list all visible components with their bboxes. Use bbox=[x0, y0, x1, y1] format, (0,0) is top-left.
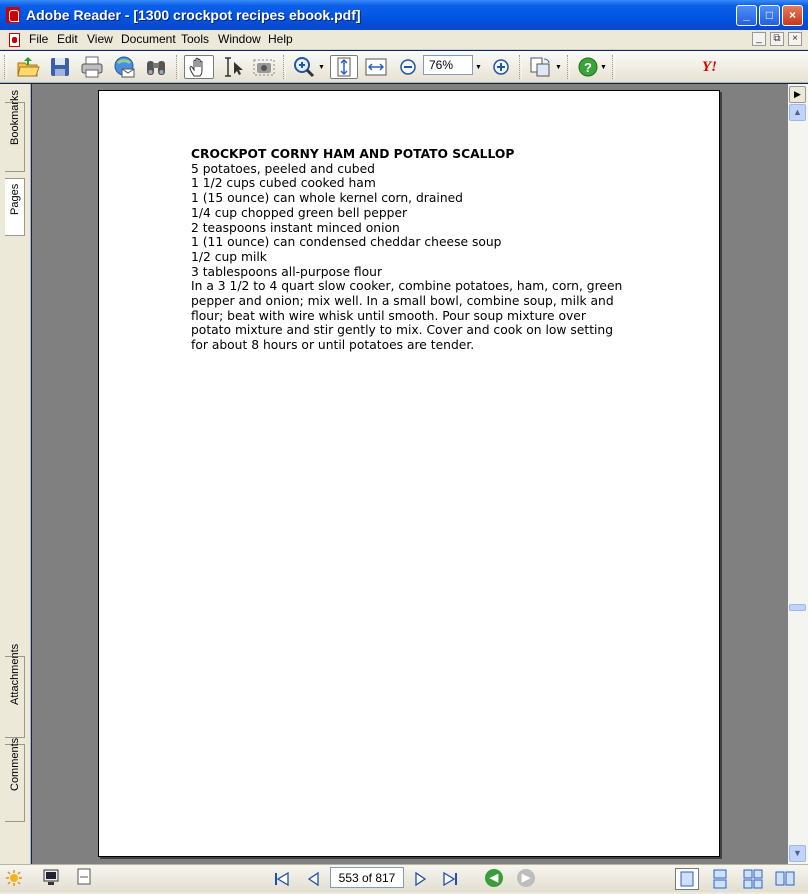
menu-tools[interactable]: Tools bbox=[181, 32, 210, 46]
continuous-layout-icon[interactable] bbox=[708, 868, 732, 890]
previous-page-button[interactable] bbox=[304, 869, 324, 889]
ingredient-line: 1 (11 ounce) can condensed cheddar cheese soup bbox=[191, 235, 502, 250]
facing-layout-icon[interactable] bbox=[773, 868, 797, 890]
vertical-scrollbar[interactable] bbox=[788, 84, 808, 864]
select-text-icon[interactable] bbox=[220, 55, 244, 79]
menu-help[interactable]: Help bbox=[268, 32, 293, 46]
last-page-button[interactable] bbox=[440, 869, 460, 889]
help-icon[interactable] bbox=[576, 55, 600, 79]
document-icon[interactable] bbox=[9, 33, 20, 47]
toolbar bbox=[0, 51, 808, 83]
menu-document[interactable]: Document bbox=[121, 32, 176, 46]
zoom-dropdown-icon[interactable]: ▼ bbox=[475, 64, 482, 71]
ingredient-line: 3 tablespoons all-purpose flour bbox=[191, 264, 383, 279]
status-bar bbox=[0, 864, 808, 892]
directions-line: pepper and onion; mix well. In a small bowl, combine soup, milk and bbox=[191, 294, 614, 309]
next-view-button[interactable]: ▶ bbox=[517, 869, 535, 887]
tab-comments[interactable] bbox=[5, 737, 25, 822]
toolbar-grip[interactable] bbox=[567, 55, 570, 79]
directions-line: In a 3 1/2 to 4 quart slow cooker, combine potatoes, ham, corn, green bbox=[191, 279, 623, 294]
tab-bookmarks[interactable] bbox=[5, 89, 25, 172]
page-text bbox=[191, 147, 651, 353]
menu-window[interactable]: Window bbox=[218, 32, 261, 46]
save-icon[interactable] bbox=[48, 55, 72, 79]
rotate-dropdown-icon[interactable]: ▼ bbox=[555, 64, 562, 71]
menu-bar bbox=[0, 30, 808, 50]
page-size-icon[interactable] bbox=[76, 868, 92, 886]
tab-attachments[interactable] bbox=[5, 643, 25, 738]
doc-minimize-button[interactable]: _ bbox=[752, 32, 766, 46]
toolbar-grip[interactable] bbox=[612, 55, 615, 79]
maximize-button[interactable]: □ bbox=[759, 5, 780, 26]
zoom-level-input[interactable]: 76% bbox=[423, 55, 473, 75]
ingredient-line: 1/4 cup chopped green bell pepper bbox=[191, 205, 408, 220]
directions-line: potato mixture and stir gently to mix. Cover and cook on low setting bbox=[191, 323, 614, 338]
ingredient-line: 5 potatoes, peeled and cubed bbox=[191, 161, 375, 176]
menu-file[interactable]: File bbox=[29, 32, 49, 46]
menu-edit[interactable]: Edit bbox=[57, 32, 78, 46]
next-page-button[interactable] bbox=[410, 869, 430, 889]
search-binoculars-icon[interactable] bbox=[144, 55, 168, 79]
tab-attachments-label: Attachments bbox=[9, 643, 21, 705]
scroll-down-button[interactable]: ▼ bbox=[789, 845, 806, 862]
fit-page-icon[interactable] bbox=[330, 55, 358, 79]
close-button[interactable]: × bbox=[782, 5, 803, 26]
title-bar[interactable] bbox=[0, 0, 808, 30]
scroll-up-button[interactable]: ▲ bbox=[789, 104, 806, 121]
adobe-reader-icon bbox=[6, 7, 20, 23]
tab-pages-label: Pages bbox=[9, 183, 21, 215]
ingredient-line: 2 teaspoons instant minced onion bbox=[191, 220, 400, 235]
toolbar-grip[interactable] bbox=[176, 55, 179, 79]
continuous-facing-layout-icon[interactable] bbox=[741, 868, 765, 890]
zoom-tool-dropdown-icon[interactable]: ▼ bbox=[318, 64, 325, 71]
doc-close-button[interactable]: × bbox=[788, 32, 802, 46]
previous-view-button[interactable]: ◀ bbox=[485, 869, 503, 887]
open-folder-icon[interactable] bbox=[16, 55, 40, 79]
fit-width-icon[interactable] bbox=[364, 55, 388, 79]
toolbar-grip[interactable] bbox=[519, 55, 522, 79]
pdf-page bbox=[98, 90, 720, 857]
doc-restore-button[interactable]: ⧉ bbox=[770, 32, 784, 46]
updates-sun-icon[interactable] bbox=[5, 869, 23, 887]
rotate-view-icon[interactable] bbox=[528, 55, 552, 79]
single-page-layout-icon[interactable] bbox=[675, 868, 699, 890]
navigation-pane bbox=[0, 84, 31, 864]
zoom-in-icon[interactable] bbox=[489, 55, 513, 79]
directions-line: for about 8 hours or until potatoes are tender. bbox=[191, 338, 475, 353]
zoom-out-icon[interactable] bbox=[396, 55, 420, 79]
window-title: Adobe Reader - [1300 crockpot recipes ebook.pdf] bbox=[26, 7, 361, 23]
ingredient-line: 1 (15 ounce) can whole kernel corn, drained bbox=[191, 191, 463, 206]
first-page-button[interactable] bbox=[272, 869, 292, 889]
tab-comments-label: Comments bbox=[9, 737, 21, 791]
directions-line: flour; beat with wire whisk until smooth. Pour soup mixture over bbox=[191, 308, 586, 323]
tab-pages[interactable] bbox=[5, 178, 25, 236]
ingredient-line: 1 1/2 cups cubed cooked ham bbox=[191, 176, 376, 191]
page-number-field[interactable]: 553 of 817 bbox=[330, 867, 404, 888]
zoom-in-tool-icon[interactable] bbox=[292, 55, 316, 79]
options-arrow-icon[interactable]: ▶ bbox=[789, 86, 806, 103]
toolbar-grip[interactable] bbox=[283, 55, 286, 79]
snapshot-icon[interactable] bbox=[252, 55, 276, 79]
minimize-button[interactable]: _ bbox=[736, 5, 757, 26]
toolbar-grip[interactable] bbox=[4, 55, 7, 79]
scroll-thumb[interactable] bbox=[789, 604, 806, 611]
print-icon[interactable] bbox=[80, 55, 104, 79]
ingredient-line: 1/2 cup milk bbox=[191, 249, 267, 264]
show-document-icon[interactable] bbox=[42, 868, 60, 886]
tab-bookmarks-label: Bookmarks bbox=[9, 89, 21, 145]
help-dropdown-icon[interactable]: ▼ bbox=[600, 64, 607, 71]
menu-view[interactable]: View bbox=[87, 32, 113, 46]
email-icon[interactable] bbox=[112, 55, 136, 79]
svg-text:?: ? bbox=[584, 60, 592, 75]
document-viewport[interactable] bbox=[32, 84, 788, 864]
yahoo-search-button[interactable]: Y! bbox=[702, 59, 717, 75]
hand-tool-icon[interactable] bbox=[184, 55, 214, 79]
recipe-title: CROCKPOT CORNY HAM AND POTATO SCALLOP bbox=[191, 147, 515, 161]
